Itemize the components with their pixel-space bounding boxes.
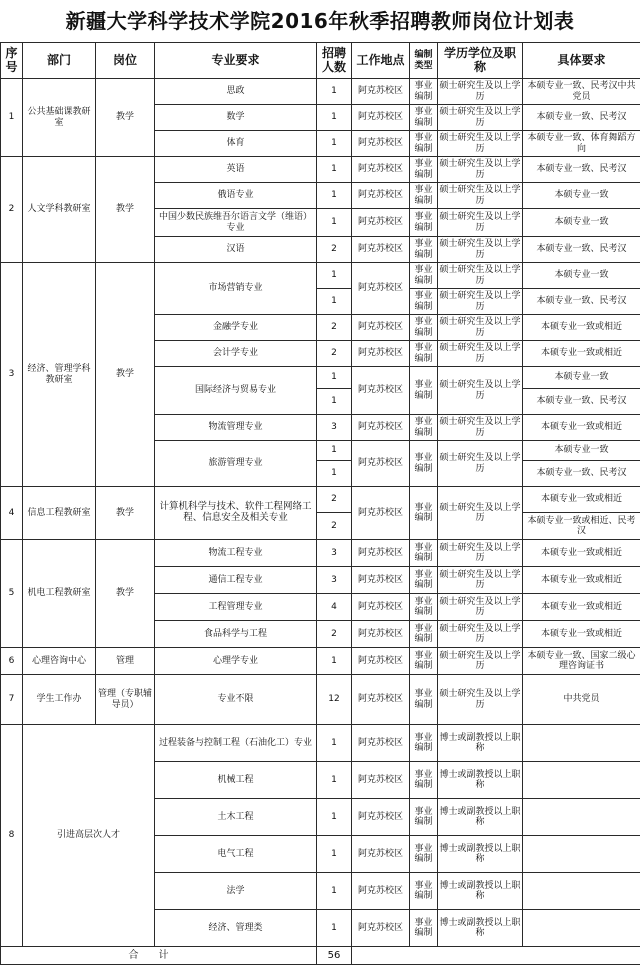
staff-type-cell: 事业编制	[410, 79, 438, 105]
major-cell: 汉语	[155, 237, 317, 263]
major-cell: 电气工程	[155, 836, 317, 873]
education-cell: 硕士研究生及以上学历	[438, 209, 523, 237]
recruitment-table	[0, 42, 640, 965]
location-cell: 阿克苏校区	[352, 415, 410, 441]
education-cell: 硕士研究生及以上学历	[438, 367, 523, 415]
education-cell: 硕士研究生及以上学历	[438, 237, 523, 263]
group-seq: 8	[1, 725, 23, 947]
staff-type-cell: 事业编制	[410, 799, 438, 836]
group-position: 教学	[96, 79, 155, 157]
group-dept: 经济、管理学科教研室	[23, 263, 96, 487]
staff-type-cell: 事业编制	[410, 567, 438, 594]
count-cell: 1	[317, 263, 352, 289]
group-position: 教学	[96, 540, 155, 648]
header-major: 专业要求	[155, 43, 317, 79]
education-cell: 硕士研究生及以上学历	[438, 441, 523, 487]
staff-type-cell: 事业编制	[410, 341, 438, 367]
location-cell: 阿克苏校区	[352, 209, 410, 237]
count-cell: 1	[317, 441, 352, 461]
total-label: 合计	[1, 947, 317, 965]
education-cell: 硕士研究生及以上学历	[438, 289, 523, 315]
group-seq: 1	[1, 79, 23, 157]
education-cell: 硕士研究生及以上学历	[438, 341, 523, 367]
requirement-cell: 本硕专业一致、国家二级心理咨询证书	[523, 648, 640, 675]
major-cell: 市场营销专业	[155, 263, 317, 315]
education-cell: 硕士研究生及以上学历	[438, 540, 523, 567]
major-cell: 中国少数民族维吾尔语言文学（维语）专业	[155, 209, 317, 237]
major-cell: 计算机科学与技术、软件工程网络工程、信息安全及相关专业	[155, 487, 317, 540]
staff-type-cell: 事业编制	[410, 836, 438, 873]
staff-type-cell: 事业编制	[410, 315, 438, 341]
header-location: 工作地点	[352, 43, 410, 79]
location-cell: 阿克苏校区	[352, 131, 410, 157]
major-cell: 经济、管理类	[155, 910, 317, 947]
table-row	[1, 263, 640, 289]
page-title: 新疆大学科学技术学院2016年秋季招聘教师岗位计划表	[65, 9, 575, 33]
staff-type-cell: 事业编制	[410, 594, 438, 621]
requirement-cell: 本硕专业一致或相近、民考汉	[523, 513, 640, 540]
education-cell: 博士或副教授以上职称	[438, 836, 523, 873]
header-row	[1, 43, 640, 79]
header-seq: 序号	[1, 43, 23, 79]
location-cell: 阿克苏校区	[352, 183, 410, 209]
staff-type-cell: 事业编制	[410, 237, 438, 263]
major-cell: 心理学专业	[155, 648, 317, 675]
count-cell: 3	[317, 415, 352, 441]
education-cell: 硕士研究生及以上学历	[438, 594, 523, 621]
education-cell: 博士或副教授以上职称	[438, 762, 523, 799]
requirement-cell: 本硕专业一致或相近	[523, 540, 640, 567]
requirement-cell	[523, 762, 640, 799]
staff-type-cell: 事业编制	[410, 183, 438, 209]
count-cell: 3	[317, 567, 352, 594]
education-cell: 硕士研究生及以上学历	[438, 621, 523, 648]
education-cell: 硕士研究生及以上学历	[438, 567, 523, 594]
staff-type-cell: 事业编制	[410, 910, 438, 947]
table-row	[1, 675, 640, 725]
requirement-cell	[523, 799, 640, 836]
count-cell: 1	[317, 873, 352, 910]
requirement-cell: 本硕专业一致、民考汉	[523, 389, 640, 415]
requirement-cell: 本硕专业一致、民考汉	[523, 237, 640, 263]
requirement-cell: 本硕专业一致、体育舞蹈方向	[523, 131, 640, 157]
education-cell: 博士或副教授以上职称	[438, 799, 523, 836]
group-dept: 机电工程教研室	[23, 540, 96, 648]
requirement-cell: 本硕专业一致	[523, 263, 640, 289]
education-cell: 硕士研究生及以上学历	[438, 79, 523, 105]
location-cell: 阿克苏校区	[352, 836, 410, 873]
requirement-cell: 本硕专业一致、民考汉中共党员	[523, 79, 640, 105]
location-cell: 阿克苏校区	[352, 873, 410, 910]
staff-type-cell: 事业编制	[410, 487, 438, 540]
requirement-cell: 本硕专业一致或相近	[523, 415, 640, 441]
location-cell: 阿克苏校区	[352, 725, 410, 762]
group-seq: 5	[1, 540, 23, 648]
location-cell: 阿克苏校区	[352, 341, 410, 367]
count-cell: 1	[317, 648, 352, 675]
staff-type-cell: 事业编制	[410, 648, 438, 675]
group-seq: 4	[1, 487, 23, 540]
count-cell: 1	[317, 910, 352, 947]
location-cell: 阿克苏校区	[352, 263, 410, 315]
staff-type-cell: 事业编制	[410, 131, 438, 157]
location-cell: 阿克苏校区	[352, 567, 410, 594]
location-cell: 阿克苏校区	[352, 799, 410, 836]
staff-type-cell: 事业编制	[410, 725, 438, 762]
staff-type-cell: 事业编制	[410, 289, 438, 315]
education-cell: 硕士研究生及以上学历	[438, 157, 523, 183]
table-row	[1, 725, 640, 762]
major-cell: 英语	[155, 157, 317, 183]
major-cell: 工程管理专业	[155, 594, 317, 621]
location-cell: 阿克苏校区	[352, 762, 410, 799]
total-row	[1, 947, 640, 965]
major-cell: 金融学专业	[155, 315, 317, 341]
major-cell: 过程装备与控制工程（石油化工）专业	[155, 725, 317, 762]
education-cell: 硕士研究生及以上学历	[438, 105, 523, 131]
requirement-cell: 本硕专业一致或相近	[523, 594, 640, 621]
table-row	[1, 648, 640, 675]
requirement-cell: 本硕专业一致或相近	[523, 487, 640, 513]
count-cell: 1	[317, 209, 352, 237]
location-cell: 阿克苏校区	[352, 594, 410, 621]
requirement-cell	[523, 836, 640, 873]
location-cell: 阿克苏校区	[352, 675, 410, 725]
major-cell: 思政	[155, 79, 317, 105]
header-staff-type: 编制类型	[410, 43, 438, 79]
count-cell: 1	[317, 389, 352, 415]
major-cell: 机械工程	[155, 762, 317, 799]
location-cell: 阿克苏校区	[352, 487, 410, 540]
group-position: 管理（专职辅导员）	[96, 675, 155, 725]
requirement-cell: 本硕专业一致	[523, 367, 640, 389]
count-cell: 1	[317, 157, 352, 183]
group-position: 管理	[96, 648, 155, 675]
count-cell: 1	[317, 79, 352, 105]
requirement-cell	[523, 725, 640, 762]
group-dept: 人文学科教研室	[23, 157, 96, 263]
count-cell: 2	[317, 487, 352, 513]
count-cell: 1	[317, 367, 352, 389]
requirement-cell: 本硕专业一致、民考汉	[523, 289, 640, 315]
major-cell: 国际经济与贸易专业	[155, 367, 317, 415]
staff-type-cell: 事业编制	[410, 105, 438, 131]
location-cell: 阿克苏校区	[352, 105, 410, 131]
header-education: 学历学位及职称	[438, 43, 523, 79]
staff-type-cell: 事业编制	[410, 621, 438, 648]
staff-type-cell: 事业编制	[410, 540, 438, 567]
major-cell: 物流管理专业	[155, 415, 317, 441]
staff-type-cell: 事业编制	[410, 762, 438, 799]
count-cell: 2	[317, 621, 352, 648]
education-cell: 硕士研究生及以上学历	[438, 675, 523, 725]
count-cell: 1	[317, 836, 352, 873]
requirement-cell: 本硕专业一致、民考汉	[523, 105, 640, 131]
total-blank	[352, 947, 640, 965]
major-cell: 数学	[155, 105, 317, 131]
major-cell: 俄语专业	[155, 183, 317, 209]
education-cell: 硕士研究生及以上学历	[438, 183, 523, 209]
header-dept: 部门	[23, 43, 96, 79]
table-row	[1, 487, 640, 513]
staff-type-cell: 事业编制	[410, 209, 438, 237]
requirement-cell: 本硕专业一致或相近	[523, 341, 640, 367]
count-cell: 4	[317, 594, 352, 621]
staff-type-cell: 事业编制	[410, 367, 438, 415]
location-cell: 阿克苏校区	[352, 910, 410, 947]
location-cell: 阿克苏校区	[352, 540, 410, 567]
requirement-cell: 本硕专业一致或相近	[523, 315, 640, 341]
location-cell: 阿克苏校区	[352, 441, 410, 487]
requirement-cell: 本硕专业一致	[523, 183, 640, 209]
requirement-cell: 本硕专业一致、民考汉	[523, 461, 640, 487]
major-cell: 食品科学与工程	[155, 621, 317, 648]
education-cell: 博士或副教授以上职称	[438, 725, 523, 762]
requirement-cell: 本硕专业一致或相近	[523, 621, 640, 648]
requirement-cell: 本硕专业一致、民考汉	[523, 157, 640, 183]
count-cell: 12	[317, 675, 352, 725]
location-cell: 阿克苏校区	[352, 648, 410, 675]
count-cell: 1	[317, 131, 352, 157]
requirement-cell: 本硕专业一致	[523, 441, 640, 461]
table-row	[1, 79, 640, 105]
location-cell: 阿克苏校区	[352, 157, 410, 183]
group-dept: 学生工作办	[23, 675, 96, 725]
education-cell: 硕士研究生及以上学历	[438, 487, 523, 540]
requirement-cell: 中共党员	[523, 675, 640, 725]
count-cell: 3	[317, 540, 352, 567]
group-position: 教学	[96, 487, 155, 540]
location-cell: 阿克苏校区	[352, 367, 410, 415]
group-position: 教学	[96, 263, 155, 487]
location-cell: 阿克苏校区	[352, 315, 410, 341]
requirement-cell	[523, 910, 640, 947]
count-cell: 2	[317, 237, 352, 263]
major-cell: 体育	[155, 131, 317, 157]
group-position: 教学	[96, 157, 155, 263]
education-cell: 博士或副教授以上职称	[438, 873, 523, 910]
education-cell: 硕士研究生及以上学历	[438, 415, 523, 441]
group-dept: 引进高层次人才	[23, 725, 155, 947]
group-dept: 心理咨询中心	[23, 648, 96, 675]
education-cell: 博士或副教授以上职称	[438, 910, 523, 947]
header-count: 招聘人数	[317, 43, 352, 79]
major-cell: 通信工程专业	[155, 567, 317, 594]
major-cell: 法学	[155, 873, 317, 910]
requirement-cell: 本硕专业一致或相近	[523, 567, 640, 594]
count-cell: 1	[317, 799, 352, 836]
count-cell: 1	[317, 461, 352, 487]
staff-type-cell: 事业编制	[410, 441, 438, 487]
location-cell: 阿克苏校区	[352, 237, 410, 263]
location-cell: 阿克苏校区	[352, 79, 410, 105]
location-cell: 阿克苏校区	[352, 621, 410, 648]
table-row	[1, 157, 640, 183]
staff-type-cell: 事业编制	[410, 263, 438, 289]
major-cell: 会计学专业	[155, 341, 317, 367]
count-cell: 1	[317, 183, 352, 209]
staff-type-cell: 事业编制	[410, 873, 438, 910]
count-cell: 1	[317, 762, 352, 799]
group-dept: 公共基础课教研室	[23, 79, 96, 157]
major-cell: 旅游管理专业	[155, 441, 317, 487]
education-cell: 硕士研究生及以上学历	[438, 263, 523, 289]
staff-type-cell: 事业编制	[410, 675, 438, 725]
major-cell: 专业不限	[155, 675, 317, 725]
education-cell: 硕士研究生及以上学历	[438, 648, 523, 675]
staff-type-cell: 事业编制	[410, 157, 438, 183]
education-cell: 硕士研究生及以上学历	[438, 131, 523, 157]
table-row	[1, 540, 640, 567]
total-count: 56	[317, 947, 352, 965]
group-dept: 信息工程教研室	[23, 487, 96, 540]
header-position: 岗位	[96, 43, 155, 79]
staff-type-cell: 事业编制	[410, 415, 438, 441]
count-cell: 2	[317, 315, 352, 341]
group-seq: 3	[1, 263, 23, 487]
group-seq: 2	[1, 157, 23, 263]
count-cell: 2	[317, 341, 352, 367]
count-cell: 1	[317, 289, 352, 315]
requirement-cell: 本硕专业一致	[523, 209, 640, 237]
requirement-cell	[523, 873, 640, 910]
major-cell: 土木工程	[155, 799, 317, 836]
group-seq: 6	[1, 648, 23, 675]
major-cell: 物流工程专业	[155, 540, 317, 567]
count-cell: 1	[317, 105, 352, 131]
education-cell: 硕士研究生及以上学历	[438, 315, 523, 341]
header-requirements: 具体要求	[523, 43, 640, 79]
group-seq: 7	[1, 675, 23, 725]
count-cell: 2	[317, 513, 352, 540]
count-cell: 1	[317, 725, 352, 762]
